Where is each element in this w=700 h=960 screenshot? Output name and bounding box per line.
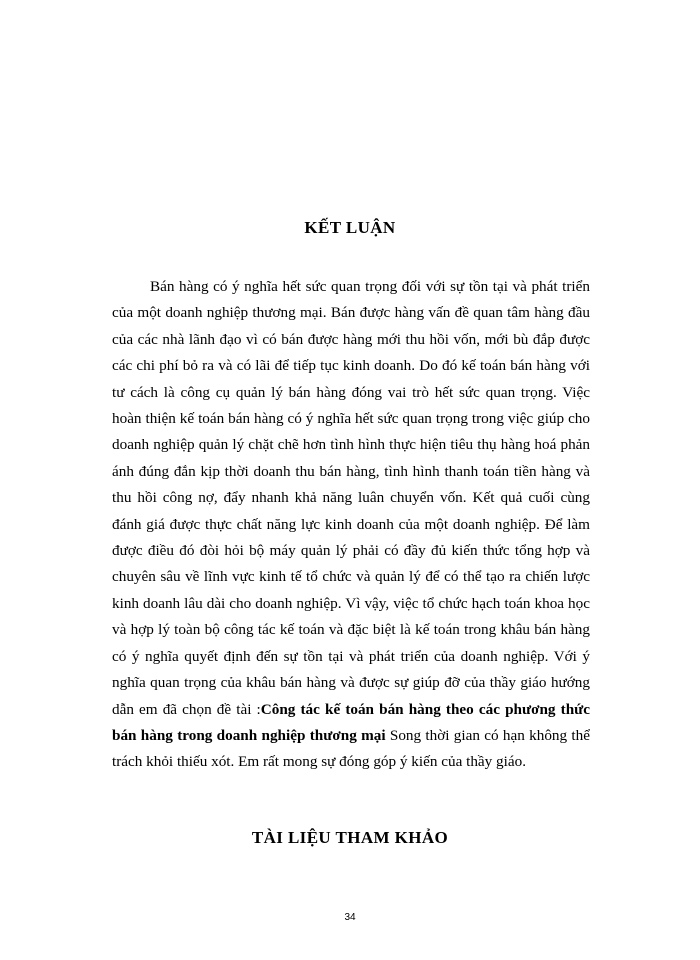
conclusion-heading: KẾT LUẬN [304,218,396,237]
thesis-topic: Công tác kế toán bán hàng theo các phương thức bán hàng trong doanh nghiệp thương mại [112,700,591,744]
page-number: 34 [344,912,356,923]
conclusion-paragraph [112,274,590,776]
conclusion-text-part1: Bán hàng có ý nghĩa hết sức quan trọng đối với sự tồn tại và phát triển của một doanh nghiệp thương mại. Bán được hàng vấn đề quan tâm hàng đầu của các nhà lãnh đạo vì có bán được hàng mới thu hồi vốn, mới bù đắp được các chi phí bỏ ra và có lãi để tiếp tục kinh doanh. Do đó kế toán bán hàng với tư cách là công cụ quản lý bán hàng đóng vai trò hết sức quan trọng. Việc hoàn thiện kế toán bán hàng có ý nghĩa hết sức quan trọng trong việc giúp cho doanh nghiệp quản lý chặt chẽ hơn tình hình thực hiện tiêu thụ hàng hoá phản ánh đúng đắn kịp thời doanh thu bán hàng, tình hình thanh toán tiền hàng và thu hồi công nợ, đẩy nhanh khả năng luân chuyển vốn. Kết quả cuối cùng đánh giá được thực chất năng lực kinh doanh của một doanh nghiệp. Để làm được điều đó đòi hỏi bộ máy quản lý phải có đầy đủ kiến thức tổng hợp và chuyên sâu về lĩnh vực kinh tế tổ chức và quản lý để có thể tạo ra chiến lược kinh doanh lâu dài cho doanh nghiệp. Vì vậy, việc tổ chức hạch toán khoa học và hợp lý toàn bộ công tác kế toán và đặc biệt là kế toán trong khâu bán hàng có ý nghĩa quyết định đến sự tồn tại và phát triển của doanh nghiệp. Với ý nghĩa quan trọng của khâu bán hàng và được sự giúp đỡ của thầy giáo hướng dẫn em đã chọn đề tài : [112,278,590,718]
conclusion-text-part2: Song thời gian có hạn không thể trách khỏi thiếu xót. Em rất mong sự đóng góp ý kiến của thầy giáo. [112,726,590,771]
references-heading: TÀI LIỆU THAM KHẢO [251,828,449,847]
